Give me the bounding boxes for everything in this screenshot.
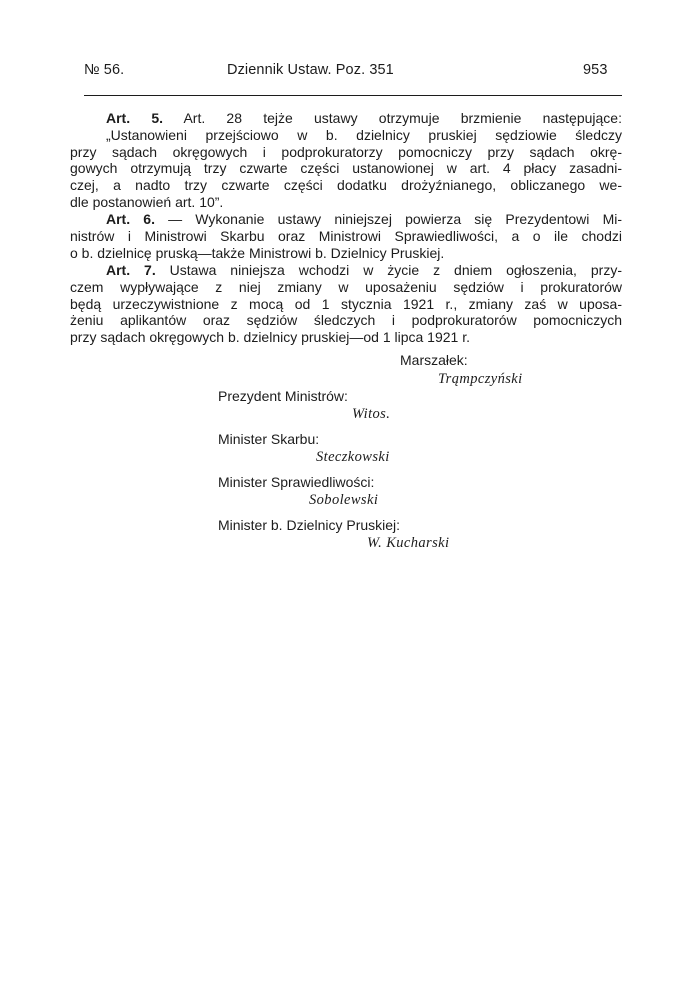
article-line: nistrów i Ministrowi Skarbu oraz Ministrowi Sprawiedliwości, a o ile chodzi [70,227,622,244]
article-line: żeniu aplikantów oraz sędziów śledczych i podprokuratorów pomocniczych [70,312,622,329]
finance-minister-signature: Steczkowski [316,449,390,465]
marshal-signature: Trąmpczyński [438,371,523,387]
article-label: Art. 6. [106,211,155,227]
header-divider [84,95,622,96]
prime-minister-signature: Witos. [352,406,391,422]
finance-minister-title: Minister Skarbu: [218,431,320,447]
article-line: Art. 7. Ustawa niniejsza wchodzi w życie z dniem ogłoszenia, przy- [106,262,622,278]
article-line: o b. dzielnicę pruską—także Ministrowi b. Dzielnicy Pruskiej. [70,244,445,261]
article-line: przy sądach okręgowych b. dzielnicy pruskiej—od 1 lipca 1921 r. [70,329,470,346]
article-line: przy sądach okręgowych i podprokuratorzy pomocniczy przy sądach okrę- [70,143,622,160]
article-line: dle postanowień art. 10”. [70,193,224,210]
article-line: gowych otrzymują trzy czwarte części ustanowionej w art. 4 płacy zasadni- [70,160,622,177]
article-label: Art. 7. [106,262,156,278]
article-line: Art. 6. — Wykonanie ustawy niniejszej powierza się Prezydentowi Mi- [106,211,622,227]
marshal-title: Marszałek: [400,352,468,368]
journal-title: Dziennik Ustaw. Poz. 351 [227,62,394,78]
article-label: Art. 5. [106,110,163,126]
article-6 [70,211,622,266]
article-line: czem wypływające z niej zmiany w uposażeniu sędziów i prokuratorów [70,278,622,295]
article-line: „Ustanowieni przejściowo w b. dzielnicy pruskiej sędziowie śledczy [106,126,622,143]
prussian-minister-title: Minister b. Dzielnicy Pruskiej: [218,517,401,533]
prussian-minister-signature: W. Kucharski [367,535,450,551]
article-5 [70,110,622,216]
justice-minister-signature: Sobolewski [309,492,379,508]
page-number: 953 [583,62,608,78]
article-line: czej, a nadto trzy czwarte części dodatku drożyźnianego, obliczanego we- [70,177,622,194]
article-7 [70,262,622,351]
article-line: Art. 5. Art. 28 tejże ustawy otrzymuje brzmienie następujące: [106,110,622,126]
justice-minister-title: Minister Sprawiedliwości: [218,474,375,490]
article-line: będą urzeczywistnione z mocą od 1 stycznia 1921 r., zmiany zaś w uposa- [70,295,622,312]
prime-minister-title: Prezydent Ministrów: [218,388,348,404]
issue-number: № 56. [84,62,125,78]
